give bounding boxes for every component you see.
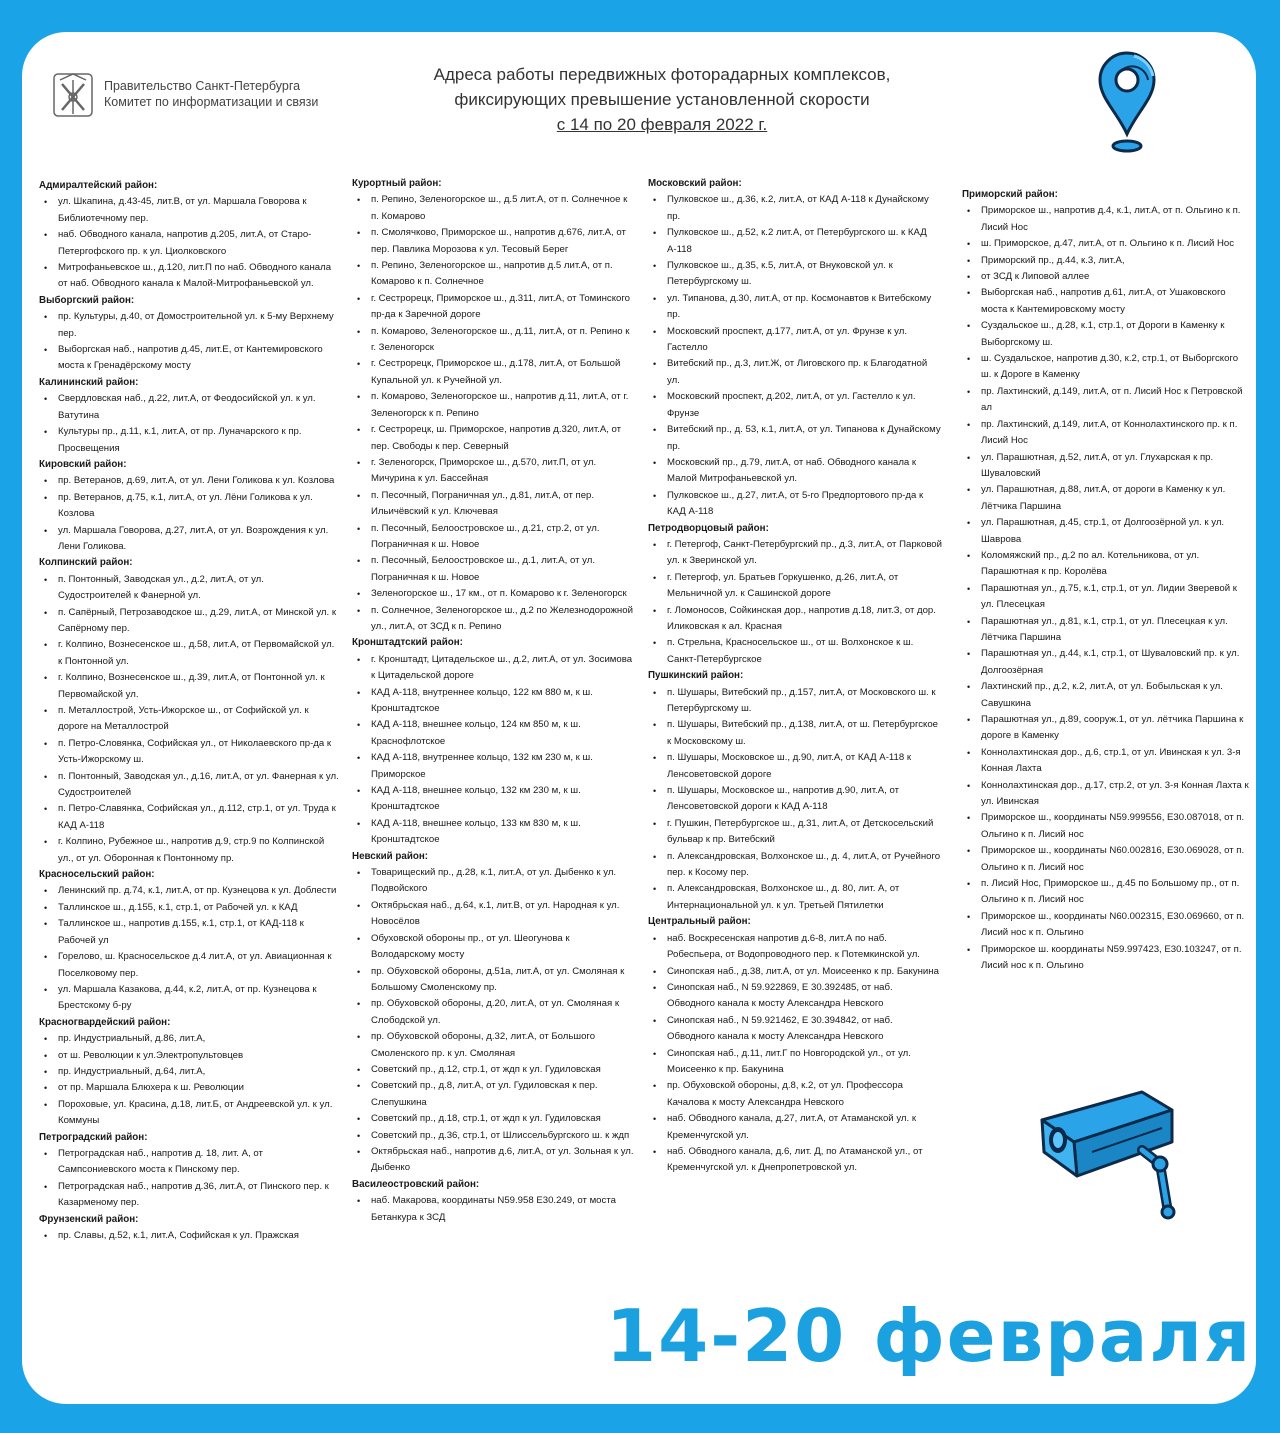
- district-section: [352, 1177, 636, 1226]
- address-item: • пр. Славы, д.52, к.1, лит.А, Софийская к ул. Пражская: [39, 1228, 339, 1244]
- district-section: [352, 176, 636, 635]
- date-range-banner: 14-20 февраля: [606, 1294, 1253, 1378]
- address-item: • г. Зеленогорск, Приморское ш., д.570, лит.П, от ул. Мичурина к ул. Бассейная: [352, 455, 636, 488]
- district-section: [648, 914, 942, 1177]
- district-title: Выборгский район:: [39, 294, 135, 306]
- district-title: Петроградский район:: [39, 1131, 148, 1143]
- address-list: [39, 572, 339, 867]
- address-item: • Парашютная ул., д.81, к.1, стр.1, от ул. Плесецкая к ул. Лётчика Паршина: [962, 614, 1250, 647]
- address-item: • Советский пр., д.18, стр.1, от ждп к ул. Гудиловская: [352, 1111, 636, 1127]
- address-item: • пр. Лахтинский, д.149, лит.А, от п. Лисий Нос к Петровской ал: [962, 384, 1250, 417]
- district-title: Красносельский район:: [39, 869, 155, 881]
- address-item: • г. Колпино, Рубежное ш., напротив д.9, стр.9 по Колпинской ул., от ул. Оборонная к Понтонному пр.: [39, 834, 339, 867]
- address-item: • пр. Индустриальный, д.86, лит.А,: [39, 1031, 339, 1047]
- address-list: [39, 309, 339, 375]
- address-item: • Приморский пр., д.44, к.3, лит.А,: [962, 253, 1250, 269]
- address-item: • Таллинское ш., д.155, к.1, стр.1, от Рабочей ул. к КАД: [39, 900, 339, 916]
- address-item: • Товарищеский пр., д.28, к.1, лит.А, от ул. Дыбенко к ул. Подвойского: [352, 865, 636, 898]
- address-item: • Коннолахтинская дор., д.17, стр.2, от ул. 3-я Конная Лахта к ул. Ивинская: [962, 778, 1250, 811]
- address-list: [352, 865, 636, 1177]
- address-item: • п. Александровская, Волхонское ш., д. 4, лит.А, от Ручейного пер. к Косому пер.: [648, 849, 942, 882]
- district-title: Приморский район:: [962, 189, 1058, 200]
- address-item: • п. Песочный, Белоостровское ш., д.21, стр.2, от ул. Пограничная к ш. Новое: [352, 521, 636, 554]
- address-item: • Лахтинский пр., д.2, к.2, лит.А, от ул. Бобыльская к ул. Савушкина: [962, 679, 1250, 712]
- address-list: [648, 192, 942, 520]
- address-item: • п. Репино, Зеленогорское ш., напротив д.5 лит.А, от п. Комарово к п. Солнечное: [352, 258, 636, 291]
- logo-block: [52, 70, 318, 118]
- address-item: • п. Понтонный, Заводская ул., д.16, лит.А, от ул. Фанерная к ул. Судостроителей: [39, 769, 339, 802]
- district-section: [648, 521, 942, 669]
- address-item: • п. Александровская, Волхонское ш., д. 80, лит. А, от Интернациональной ул. к ул. Третьей Пятилетки: [648, 881, 942, 914]
- address-item: • Культуры пр., д.11, к.1, лит.А, от пр. Луначарского к пр. Просвещения: [39, 424, 339, 457]
- address-item: • ул. Маршала Говорова, д.27, лит.А, от ул. Возрождения к ул. Лени Голикова.: [39, 523, 339, 556]
- address-item: • пр. Обуховской обороны, д.8, к.2, от ул. Профессора Качалова к мосту Александра Невского: [648, 1078, 942, 1111]
- address-item: • п. Песочный, Пограничная ул., д.81, лит.А, от пер. Ильичёвский к ул. Ключевая: [352, 488, 636, 521]
- district-section: [962, 187, 1250, 975]
- address-item: • Пулковское ш., д.52, к.2 лит.А, от Петербургского ш. к КАД А-118: [648, 225, 942, 258]
- address-item: • Горелово, ш. Красносельское д.4 лит.А, от ул. Авиационная к Поселковому пер.: [39, 949, 339, 982]
- address-item: • от ЗСД к Липовой аллее: [962, 269, 1250, 285]
- district-title: Пушкинский район:: [648, 670, 744, 682]
- address-item: • Коннолахтинская дор., д.6, стр.1, от ул. Ивинская к ул. 3-я Конная Лахта: [962, 745, 1250, 778]
- column-4: [962, 187, 1250, 975]
- location-pin-icon: [1082, 42, 1172, 154]
- address-item: • Петроградская наб., напротив д.36, лит.А, от Пинского пер. к Казарменому пер.: [39, 1179, 339, 1212]
- address-item: • Ленинский пр. д.74, к.1, лит.А, от пр. Кузнецова к ул. Доблести: [39, 883, 339, 899]
- address-item: • ул. Парашютная, д.52, лит.А, от ул. Глухарская к пр. Шуваловский: [962, 450, 1250, 483]
- address-item: • КАД А-118, внутреннее кольцо, 132 км 230 м, к ш. Приморское: [352, 750, 636, 783]
- district-title: Кировский район:: [39, 458, 127, 470]
- address-item: • п. Песочный, Белоостровское ш., д.1, лит.А, от ул. Пограничная к ш. Новое: [352, 553, 636, 586]
- address-item: • Витебский пр., д. 53, к.1, лит.А, от ул. Типанова к Дунайскому пр.: [648, 422, 942, 455]
- address-list: [352, 192, 636, 635]
- address-item: • Московский проспект, д.177, лит.А, от ул. Фрунзе к ул. Гастелло: [648, 324, 942, 357]
- address-list: [39, 1228, 339, 1244]
- address-item: • г. Пушкин, Петербургское ш., д.31, лит.А, от Детскосельский бульвар к пр. Витебский: [648, 816, 942, 849]
- address-item: • ул. Маршала Казакова, д.44, к.2, лит.А, от пр. Кузнецова к Брестскому б-ру: [39, 982, 339, 1015]
- address-item: • п. Петро-Славянка, Софийская ул., д.112, стр.1, от ул. Труда к КАД А-118: [39, 801, 339, 834]
- address-item: • п. Смолячково, Приморское ш., напротив д.676, лит.А, от пер. Павлика Морозова к ул. Тесовый Берег: [352, 225, 636, 258]
- address-item: • Парашютная ул., д.75, к.1, стр.1, от ул. Лидии Зверевой к ул. Плесецкая: [962, 581, 1250, 614]
- address-item: • Советский пр., д.12, стр.1, от ждп к ул. Гудиловская: [352, 1062, 636, 1078]
- address-item: • пр. Ветеранов, д.75, к.1, лит.А, от ул. Лёни Голикова к ул. Козлова: [39, 490, 339, 523]
- address-item: • г. Петергоф, ул. Братьев Горкушенко, д.26, лит.А, от Мельничной ул. к Сашинской дороге: [648, 570, 942, 603]
- address-list: [39, 473, 339, 555]
- address-item: • г. Кронштадт, Цитадельское ш., д.2, лит.А, от ул. Зосимова к Цитадельской дороге: [352, 652, 636, 685]
- district-title: Центральный район:: [648, 916, 751, 928]
- column-3: [648, 176, 942, 1177]
- column-2: [352, 176, 636, 1226]
- address-item: • Советский пр., д.36, стр.1, от Шлиссельбургского ш. к ждп: [352, 1128, 636, 1144]
- address-item: • наб. Обводного канала, д.6, лит. Д, по Атаманской ул., от Кременчугской ул. к Днепропетровской ул.: [648, 1144, 942, 1177]
- address-item: • Коломяжский пр., д.2 по ал. Котельникова, от ул. Парашютная к пр. Королёва: [962, 548, 1250, 581]
- header-line-1: Адреса работы передвижных фоторадарных комплексов,: [433, 65, 891, 84]
- address-list: [39, 1031, 339, 1129]
- logo-line-2: Комитет по информатизации и связи: [104, 95, 319, 109]
- district-section: [648, 176, 942, 521]
- address-item: • Приморское ш., напротив д.4, к.1, лит.А, от п. Ольгино к п. Лисий Нос: [962, 203, 1250, 236]
- district-title: Адмиралтейский район:: [39, 180, 158, 191]
- address-item: • Синопская наб., д.11, лит.Г по Новгородской ул., от ул. Моисеенко к пр. Бакунина: [648, 1046, 942, 1079]
- traffic-camera-icon: [1022, 1080, 1212, 1230]
- address-item: • п. Шушары, Московское ш., напротив д.90, лит.А, от Ленсоветовской дороги к КАД А-118: [648, 783, 942, 816]
- address-item: • ул. Парашютная, д.45, стр.1, от Долгоозёрной ул. к ул. Шаврова: [962, 515, 1250, 548]
- address-list: [39, 194, 339, 292]
- address-item: • Московский проспект, д.202, лит.А, от ул. Гастелло к ул. Фрунзе: [648, 389, 942, 422]
- page-header: [322, 62, 1002, 137]
- address-item: • Октябрьская наб., д.64, к.1, лит.В, от ул. Народная к ул. Новосёлов: [352, 898, 636, 931]
- address-item: • ул. Шкапина, д.43-45, лит.В, от ул. Маршала Говорова к Библиотечному пер.: [39, 194, 339, 227]
- district-title: Петродворцовый район:: [648, 522, 769, 534]
- address-item: • Парашютная ул., д.89, сооруж.1, от ул. лётчика Паршина к дороге в Каменку: [962, 712, 1250, 745]
- coat-of-arms-icon: [52, 70, 94, 118]
- address-list: [352, 1193, 636, 1226]
- address-item: • п. Репино, Зеленогорское ш., д.5 лит.А, от п. Солнечное к п. Комарово: [352, 192, 636, 225]
- address-item: • г. Колпино, Вознесенское ш., д.58, лит.А, от Первомайской ул. к Понтонной ул.: [39, 637, 339, 670]
- address-item: • пр. Лахтинский, д.149, лит.А, от Коннолахтинского пр. к п. Лисий Нос: [962, 417, 1250, 450]
- address-item: • г. Сестрорецк, Приморское ш., д.311, лит.А, от Томинского пр-да к Заречной дороге: [352, 291, 636, 324]
- address-item: • Приморское ш., координаты N60.002315, E30.069660, от п. Лисий нос к п. Ольгино: [962, 909, 1250, 942]
- district-section: [39, 293, 339, 375]
- district-section: [39, 555, 339, 867]
- address-item: • г. Петергоф, Санкт-Петербургский пр., д.3, лит.А, от Парковой ул. к Зверинской ул.: [648, 537, 942, 570]
- address-item: • г. Сестрорецк, ш. Приморское, напротив д.320, лит.А, от пер. Свободы к пер. Северный: [352, 422, 636, 455]
- address-item: • Приморское ш., координаты N60.002816, E30.069028, от п. Ольгино к п. Лисий нос: [962, 843, 1250, 876]
- address-item: • Синопская наб., N 59.922869, E 30.392485, от наб. Обводного канала к мосту Александра Невского: [648, 980, 942, 1013]
- address-item: • наб. Воскресенская напротив д.6-8, лит.А по наб. Робеспьера, от Водопроводного пер. к Потемкинской ул.: [648, 931, 942, 964]
- district-title: Кронштадтский район:: [352, 637, 463, 649]
- address-list: [648, 537, 942, 668]
- address-item: • Синопская наб., д.38, лит.А, от ул. Моисеенко к пр. Бакунина: [648, 964, 942, 980]
- address-item: • Суздальское ш., д.28, к.1, стр.1, от Дороги в Каменку к Выборгскому ш.: [962, 318, 1250, 351]
- address-item: • пр. Обуховской обороны, д.51а, лит.А, от ул. Смоляная к Большому Смоленскому пр.: [352, 964, 636, 997]
- district-section: [352, 849, 636, 1177]
- address-item: • наб. Обводного канала, д.27, лит.А, от Атаманской ул. к Кременчугской ул.: [648, 1111, 942, 1144]
- district-title: Колпинский район:: [39, 557, 133, 569]
- address-item: • п. Петро-Словянка, Софийская ул., от Николаевского пр-да к Усть-Ижорскому ш.: [39, 736, 339, 769]
- header-line-2: фиксирующих превышение установленной скорости: [454, 90, 870, 109]
- address-item: • пр. Обуховской обороны, д.32, лит.А, от Большого Смоленского пр. к ул. Смоляная: [352, 1029, 636, 1062]
- district-section: [39, 1130, 339, 1212]
- address-item: • г. Ломоносов, Сойкинская дор., напротив д.18, лит.З, от дор. Иликовская к ал. Красная: [648, 603, 942, 636]
- address-item: • Советский пр., д.8, лит.А, от ул. Гудиловская к пер. Слепушкина: [352, 1078, 636, 1111]
- address-item: • пр. Обуховской обороны, д.20, лит.А, от ул. Смоляная к Слободской ул.: [352, 996, 636, 1029]
- district-title: Невский район:: [352, 850, 429, 862]
- address-list: [648, 685, 942, 915]
- district-section: [39, 178, 339, 293]
- address-item: • КАД А-118, внутреннее кольцо, 122 км 880 м, к ш. Кронштадтское: [352, 685, 636, 718]
- address-item: • Синопская наб., N 59.921462, E 30.394842, от наб. Обводного канала к мосту Александра Невского: [648, 1013, 942, 1046]
- address-item: • ул. Типанова, д.30, лит.А, от пр. Космонавтов к Витебскому пр.: [648, 291, 942, 324]
- address-item: • пр. Ветеранов, д.69, лит.А, от ул. Лени Голикова к ул. Козлова: [39, 473, 339, 489]
- district-section: [648, 668, 942, 914]
- address-item: • Выборгская наб., напротив д.61, лит.А, от Ушаковского моста к Кантемировскому мосту: [962, 285, 1250, 318]
- district-title: Фрунзенский район:: [39, 1213, 139, 1225]
- address-item: • Петроградская наб., напротив д. 18, лит. А, от Сампсониевского моста к Пинскому пер.: [39, 1146, 339, 1179]
- address-item: • от ш. Революции к ул.Электропультовцев: [39, 1048, 339, 1064]
- address-item: • Зеленогорское ш., 17 км., от п. Комарово к г. Зеленогорск: [352, 586, 636, 602]
- district-section: [39, 375, 339, 457]
- district-section: [39, 457, 339, 555]
- address-item: • п. Солнечное, Зеленогорское ш., д.2 по Железнодорожной ул., лит.А, от ЗСД к п. Репино: [352, 603, 636, 636]
- address-item: • Приморское ш. координаты N59.997423, E30.103247, от п. Лисий нос к п. Ольгино: [962, 942, 1250, 975]
- address-item: • Пулковское ш., д.35, к.5, лит.А, от Внуковской ул. к Петербургскому ш.: [648, 258, 942, 291]
- address-item: • КАД А-118, внешнее кольцо, 124 км 850 м, к ш. Краснофлотское: [352, 717, 636, 750]
- address-list: [962, 203, 1250, 974]
- address-list: [352, 652, 636, 849]
- address-item: • ш. Приморское, д.47, лит.А, от п. Ольгино к п. Лисий Нос: [962, 236, 1250, 252]
- address-item: • г. Сестрорецк, Приморское ш., д.178, лит.А, от Большой Купальной ул. к Ручейной ул.: [352, 356, 636, 389]
- district-title: Московский район:: [648, 178, 742, 189]
- address-item: • п. Шушары, Витебский пр., д.138, лит.А, от ш. Петербургское к Московскому ш.: [648, 717, 942, 750]
- address-item: • п. Комарово, Зеленогорское ш., д.11, лит.А, от п. Репино к г. Зеленогорск: [352, 324, 636, 357]
- address-list: [39, 391, 339, 457]
- district-section: [39, 1212, 339, 1245]
- address-item: • ш. Суздальское, напротив д.30, к.2, стр.1, от Выборгского ш. к Дороге в Каменку: [962, 351, 1250, 384]
- address-item: • Выборгская наб., напротив д.45, лит.Е, от Кантемировского моста к Гренадёрскому мосту: [39, 342, 339, 375]
- district-section: [39, 867, 339, 1015]
- address-item: • пр. Культуры, д.40, от Домостроительной ул. к 5-му Верхнему пер.: [39, 309, 339, 342]
- district-title: Калининский район:: [39, 376, 139, 388]
- district-section: [352, 635, 636, 848]
- address-item: • КАД А-118, внешнее кольцо, 133 км 830 м, к ш. Кронштадтское: [352, 816, 636, 849]
- address-item: • п. Сапёрный, Петрозаводское ш., д.29, лит.А, от Минской ул. к Сапёрному пер.: [39, 605, 339, 638]
- district-section: [39, 1015, 339, 1130]
- address-item: • п. Металлострой, Усть-Ижорское ш., от Софийской ул. к дороге на Металлострой: [39, 703, 339, 736]
- address-list: [39, 1146, 339, 1212]
- address-item: • Пороховые, ул. Красина, д.18, лит.Б, от Андреевской ул. к ул. Коммуны: [39, 1097, 339, 1130]
- address-item: • п. Понтонный, Заводская ул., д.2, лит.А, от ул. Судостроителей к Фанерной ул.: [39, 572, 339, 605]
- content-card: [22, 32, 1256, 1404]
- column-1: [39, 178, 339, 1244]
- address-item: • пр. Индустриальный, д.64, лит.А,: [39, 1064, 339, 1080]
- logo-line-1: Правительство Санкт-Петербурга: [104, 79, 301, 93]
- address-item: • Свердловская наб., д.22, лит.А, от Феодосийской ул. к ул. Ватутина: [39, 391, 339, 424]
- address-item: • Митрофаньевское ш., д.120, лит.П по наб. Обводного канала от наб. Обводного канала к Малой-Митрофаньевской ул.: [39, 260, 339, 293]
- address-item: • п. Лисий Нос, Приморское ш., д.45 по Большому пр., от п. Ольгино к п. Лисий нос: [962, 876, 1250, 909]
- address-item: • г. Колпино, Вознесенское ш., д.39, лит.А, от Понтонной ул. к Первомайской ул.: [39, 670, 339, 703]
- address-list: [39, 883, 339, 1014]
- address-item: • Октябрьская наб., напротив д.6, лит.А, от ул. Зольная к ул. Дыбенко: [352, 1144, 636, 1177]
- address-item: • Витебский пр., д.3, лит.Ж, от Лиговского пр. к Благодатной ул.: [648, 356, 942, 389]
- address-item: • Таллинское ш., напротив д.155, к.1, стр.1, от КАД-118 к Рабочей ул: [39, 916, 339, 949]
- address-item: • Обуховской обороны пр., от ул. Шеогунова к Володарскому мосту: [352, 931, 636, 964]
- district-title: Василеостровский район:: [352, 1178, 480, 1190]
- address-item: • КАД А-118, внешнее кольцо, 132 км 230 м, к ш. Кронштадтское: [352, 783, 636, 816]
- address-item: • Пулковское ш., д.27, лит.А, от 5-го Предпортового пр-да к КАД А-118: [648, 488, 942, 521]
- address-item: • ул. Парашютная, д.88, лит.А, от дороги в Каменку к ул. Лётчика Паршина: [962, 482, 1250, 515]
- header-dates: с 14 по 20 февраля 2022 г.: [556, 115, 768, 134]
- address-item: • Парашютная ул., д.44, к.1, стр.1, от Шуваловский пр. к ул. Долгоозёрная: [962, 646, 1250, 679]
- address-item: • Московский пр., д.79, лит.А, от наб. Обводного канала к Малой Митрофаньевской ул.: [648, 455, 942, 488]
- district-title: Красногвардейский район:: [39, 1016, 171, 1028]
- address-item: • п. Стрельна, Красносельское ш., от ш. Волхонское к ш. Санкт-Петербургское: [648, 635, 942, 668]
- address-item: • от пр. Маршала Блюхера к ш. Революции: [39, 1080, 339, 1096]
- address-item: • наб. Макарова, координаты N59.958 E30.249, от моста Бетанкура к ЗСД: [352, 1193, 636, 1226]
- address-item: • Пулковское ш., д.36, к.2, лит.А, от КАД А-118 к Дунайскому пр.: [648, 192, 942, 225]
- address-list: [648, 931, 942, 1177]
- address-item: • п. Шушары, Витебский пр., д.157, лит.А, от Московского ш. к Петербургскому ш.: [648, 685, 942, 718]
- address-item: • п. Комарово, Зеленогорское ш., напротив д.11, лит.А, от г. Зеленогорск к п. Репино: [352, 389, 636, 422]
- logo-text: [104, 78, 318, 110]
- address-item: • наб. Обводного канала, напротив д.205, лит.А, от Старо-Петергофского пр. к ул. Циолковского: [39, 227, 339, 260]
- address-item: • п. Шушары, Московское ш., д.90, лит.А, от КАД А-118 к Ленсоветовской дороге: [648, 750, 942, 783]
- district-title: Курортный район:: [352, 178, 442, 189]
- address-item: • Приморское ш., координаты N59.999556, E30.087018, от п. Ольгино к п. Лисий нос: [962, 810, 1250, 843]
